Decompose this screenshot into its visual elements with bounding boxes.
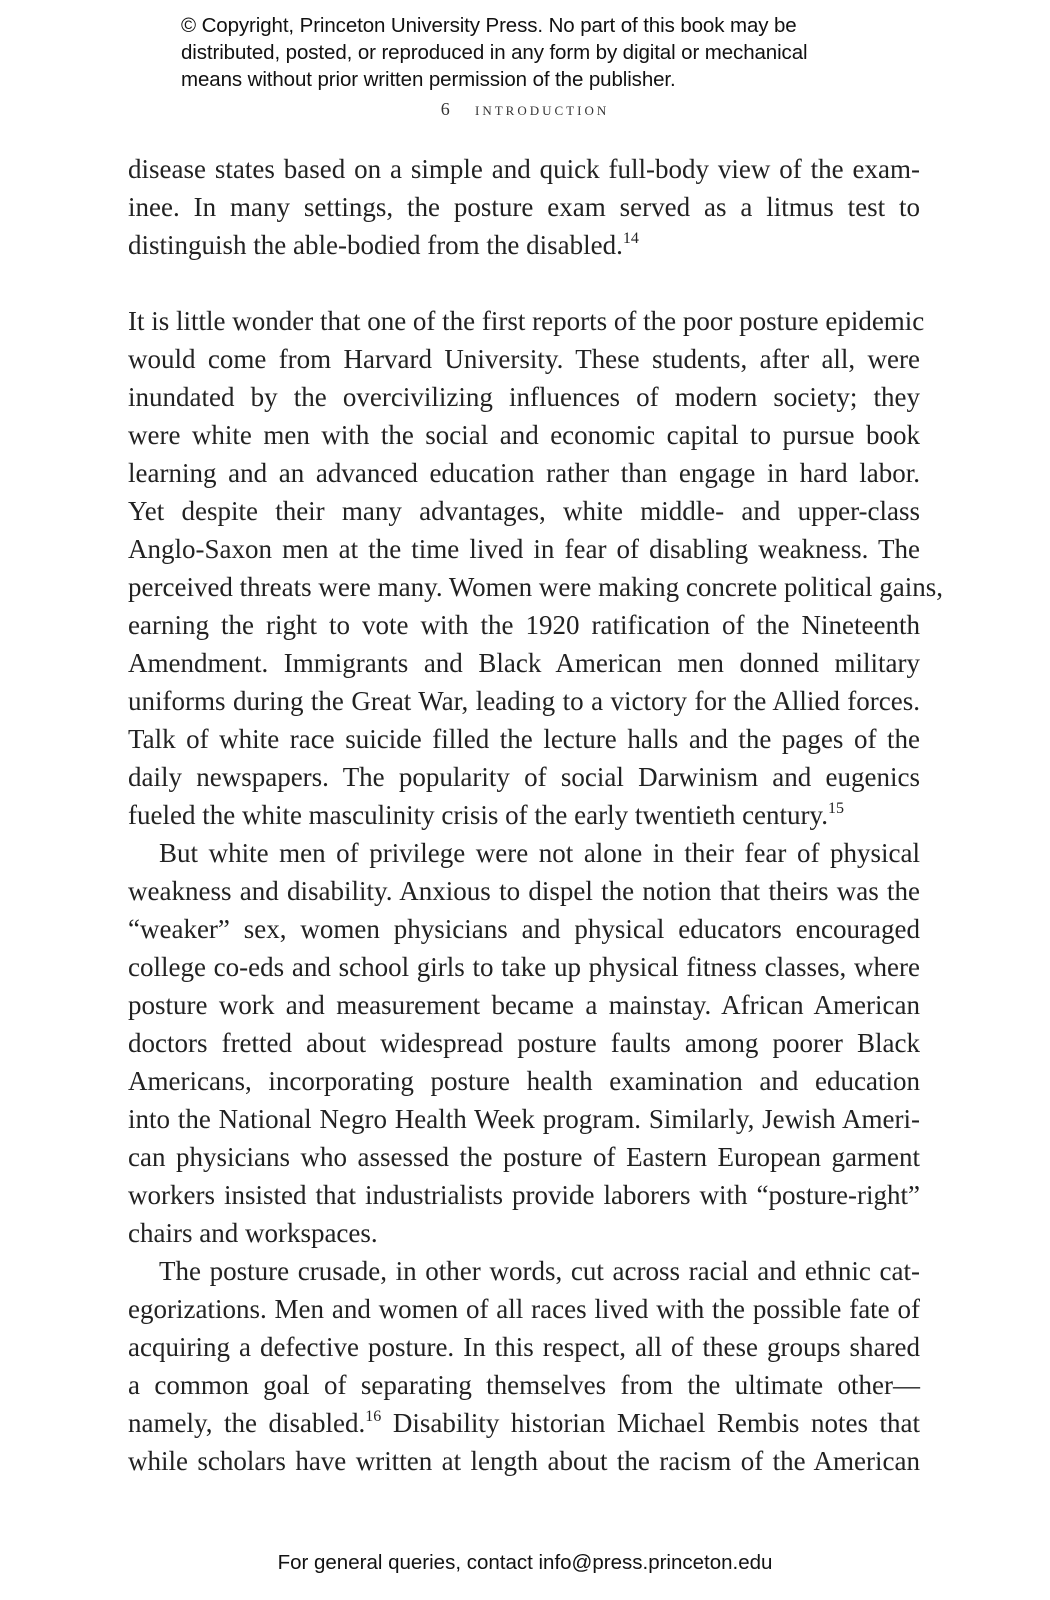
copyright-line: means without prior written permission of the publisher. [181,68,676,91]
paragraph [128,834,920,1252]
text-line: Anglo-Saxon men at the time lived in fear of disabling weakness. The [128,534,920,564]
text-line: Americans, incorporating posture health examination and education [128,1066,920,1096]
paragraph [128,1252,920,1480]
text-line: college co-eds and school girls to take up physical fitness classes, where [128,952,920,982]
text-line: while scholars have written at length about the racism of the American [128,1446,920,1476]
text-line: Yet despite their many advantages, white middle- and upper-class [128,496,920,526]
text-line: Talk of white race suicide filled the lecture halls and the pages of the [128,724,920,754]
text-line: daily newspapers. The popularity of social Darwinism and eugenics [128,762,920,792]
footnote-ref[interactable]: 16 [365,1408,382,1425]
copyright-line: © Copyright, Princeton University Press. No part of this book may be [181,14,797,37]
text-line: fueled the white masculinity crisis of the early twentieth century.$^{15}$ [128,800,845,830]
text-line: a common goal of separating themselves from the ultimate other— [128,1370,920,1400]
text-line: namely, the disabled.$^{16}$ Disability historian Michael Rembis notes that [128,1408,920,1438]
text-line: workers insisted that industrialists provide laborers with “posture-right” [128,1180,920,1210]
text-line: chairs and workspaces. [128,1218,378,1248]
copyright-line: distributed, posted, or reproduced in any form by digital or mechanical [181,41,808,64]
text-line: egorizations. Men and women of all races lived with the possible fate of [128,1294,920,1324]
text-line: uniforms during the Great War, leading to a victory for the Allied forces. [128,686,920,716]
section-break [128,264,920,302]
text-line: It is little wonder that one of the first reports of the poor posture epidemic [128,306,925,336]
text-line: perceived threats were many. Women were making concrete political gains, [128,572,943,602]
copyright-notice [181,12,941,93]
text-line: would come from Harvard University. These students, after all, were [128,344,920,374]
running-head [0,99,1050,121]
text-line: The posture crusade, in other words, cut across racial and ethnic cat- [159,1256,920,1286]
text-line: were white men with the social and economic capital to pursue book [128,420,920,450]
text-line: distinguish the able-bodied from the disabled.$^{14}$ [128,230,639,260]
text-line: But white men of privilege were not alone in their fear of physical [159,838,920,868]
text-line: posture work and measurement became a mainstay. African American [128,990,920,1020]
text-line: can physicians who assessed the posture of Eastern European garment [128,1142,920,1172]
page-number: 6 [440,99,450,119]
text-line: weakness and disability. Anxious to dispel the notion that theirs was the [128,876,920,906]
text-line: doctors fretted about widespread posture faults among poorer Black [128,1028,920,1058]
footnote-ref[interactable]: 14 [622,230,639,247]
footnote-ref[interactable]: 15 [828,800,845,817]
text-line: disease states based on a simple and quick full-body view of the exam- [128,154,920,184]
paragraph [128,302,943,834]
text-line: “weaker” sex, women physicians and physical educators encouraged [128,914,920,944]
text-line: inee. In many settings, the posture exam served as a litmus test to [128,192,920,222]
body-text [128,150,943,1480]
text-line: acquiring a defective posture. In this respect, all of these groups shared [128,1332,920,1362]
text-line: Amendment. Immigrants and Black American men donned military [128,648,920,678]
text-line: learning and an advanced education rather than engage in hard labor. [128,458,920,488]
footer-contact: For general queries, contact info@press.princeton.edu [277,1551,773,1574]
paragraph [128,150,920,264]
text-line: earning the right to vote with the 1920 ratification of the Nineteenth [128,610,920,640]
text-line: inundated by the overcivilizing influences of modern society; they [128,382,920,412]
chapter-title: introduction [475,99,610,120]
text-line: into the National Negro Health Week program. Similarly, Jewish Ameri- [128,1104,920,1134]
